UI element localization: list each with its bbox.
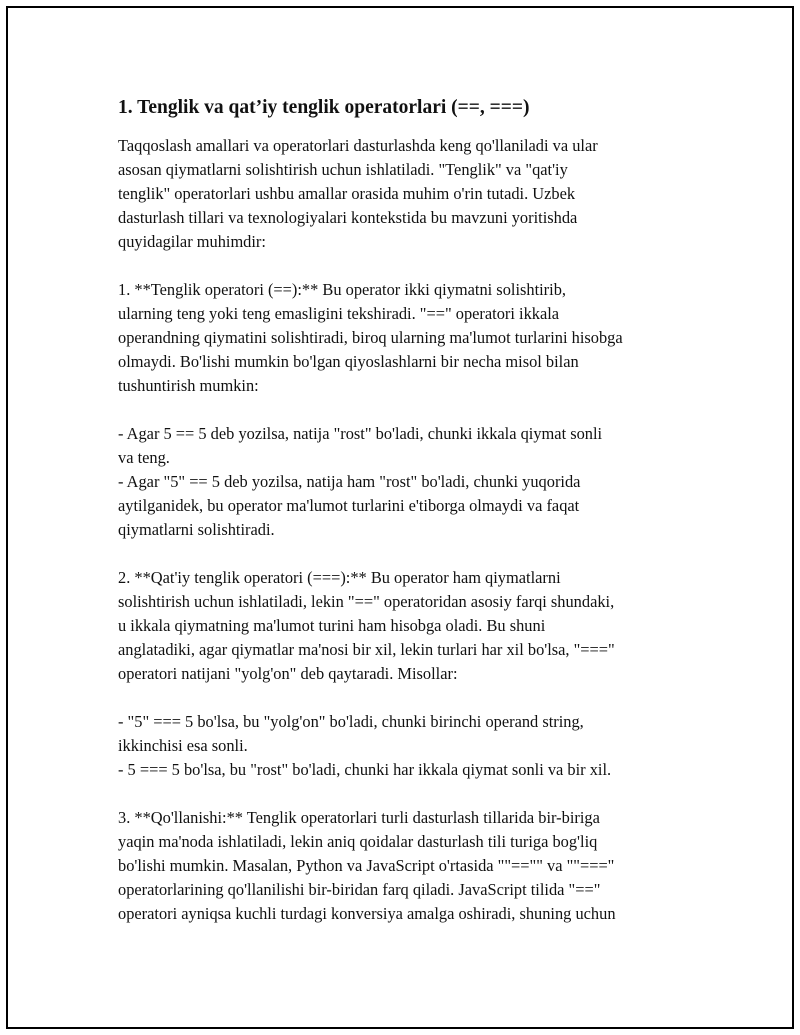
usage-paragraph: 3. **Qo'llanishi:** Tenglik operatorlari turli dasturlash tillarida bir-biriga yaqin ma'noda ishlatiladi, lekin aniq qoidalar dasturlash tili turiga bog'liq bo'lishi mumkin. Masalan, Python va JavaScript o'rtasida ""=="" va ""===" operatorlarining qo'llanilishi bir-biridan farq qiladi. JavaScript tilida "==" operatori ayniqsa kuchli turdagi konversiya amalga oshiradi, shuning uchun: [118, 808, 616, 923]
paragraph-spacer: [118, 398, 698, 422]
paragraph-spacer: [118, 782, 698, 806]
paragraph-spacer: [118, 254, 698, 278]
paragraph-spacer: [118, 686, 698, 710]
strict-equality-paragraph: 2. **Qat'iy tenglik operatori (===):** Bu operator ham qiymatlarni solishtirish uchun ishlatiladi, lekin "==" operatoridan asosiy farqi shundaki, u ikkala qiymatning ma'lumot turini ham hisobga oladi. Bu shuni anglatadiki, agar qiymatlar ma'nosi bir xil, lekin turlari har xil bo'lsa, "===" operatori natijani "yolg'on" deb qaytaradi. Misollar:: [118, 568, 615, 683]
equality-operator-paragraph: 1. **Tenglik operatori (==):** Bu operator ikki qiymatni solishtirib, ularning teng yoki teng emasligini tekshiradi. "==" operatori ikkala operandning qiymatini solishtiradi, biroq ularning ma'lumot turlarini hisobga olmaydi. Bo'lishi mumkin bo'lgan qiyoslashlarni bir necha misol bilan tushuntirish mumkin:: [118, 280, 623, 395]
section-title: 1. Tenglik va qat’iy tenglik operatorlari (==, ===): [118, 97, 530, 118]
equality-examples-list: - Agar 5 == 5 deb yozilsa, natija "rost" bo'ladi, chunki ikkala qiymat sonli va teng. - Agar "5" == 5 deb yozilsa, natija ham "rost" bo'ladi, chunki yuqorida aytilganidek, bu operator ma'lumot turlarini e'tiborga olmaydi va faqat qiymatlarni solishtiradi.: [118, 424, 603, 539]
paragraph-spacer: [118, 542, 698, 566]
intro-paragraph: Taqqoslash amallari va operatorlari dasturlashda keng qo'llaniladi va ular asosan qiymatlarni solishtirish uchun ishlatiladi. "Tenglik" va "qat'iy tenglik" operatorlari ushbu amallar orasida muhim o'rin tutadi. Uzbek dasturlash tillari va texnologiyalari kontekstida bu mavzuni yoritishda quyidagilar muhimdir:: [118, 136, 598, 251]
strict-equality-examples-list: - "5" === 5 bo'lsa, bu "yolg'on" bo'ladi, chunki birinchi operand string, ikkinchisi esa sonli. - 5 === 5 bo'lsa, bu "rost" bo'ladi, chunki har ikkala qiymat sonli va bir xil.: [118, 712, 612, 779]
document-body: [118, 96, 698, 926]
